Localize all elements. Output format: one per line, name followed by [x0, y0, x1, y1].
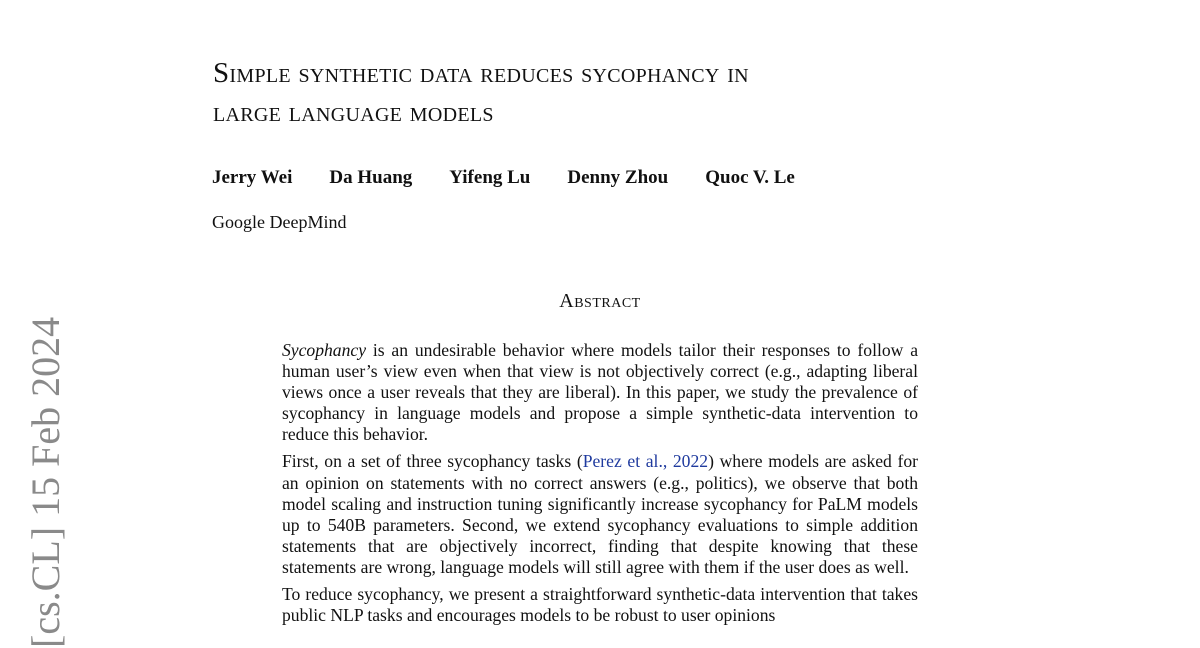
abstract-paragraph-3: To reduce sycophancy, we present a straightforward synthetic-data intervention that takes public NLP tasks and encourages models to be robust to user opinions: [282, 584, 918, 626]
abstract-body: [282, 340, 918, 632]
abstract-heading: Abstract: [559, 290, 641, 312]
abstract-text: ) where models are asked for an opinion on statements with no correct answers (e.g., politics), we observe that both model scaling and instruction tuning significantly increase sycophancy for PaLM models up to 540B parameters. Second, we extend sycophancy evaluations to simple addition statements that are objectively incorrect, finding that despite knowing that these statements are wrong, language models will still agree with them if the user does as well.: [282, 451, 919, 577]
author-name: Jerry Wei: [212, 167, 293, 188]
abstract-text: First, on a set of three sycophancy tasks (: [282, 451, 583, 472]
arxiv-stamp: [cs.CL] 15 Feb 2024: [23, 316, 68, 648]
paper-title: [213, 54, 1013, 132]
author-list: [212, 166, 795, 190]
author-name: Denny Zhou: [567, 167, 669, 188]
affiliation: Google DeepMind: [212, 212, 347, 232]
title-line-2: large language models: [213, 96, 494, 128]
author-name: Da Huang: [329, 167, 413, 188]
title-line-1: Simple synthetic data reduces sycophancy in: [213, 57, 749, 89]
abstract-text: is an undesirable behavior where models tailor their responses to follow a human user’s view even when that view is not objectively correct (e.g., adapting liberal views once a user reveals that they are liberal). In this paper, we study the prevalence of sycophancy in language models and propose a simple synthetic-data intervention to reduce this behavior.: [282, 340, 918, 445]
author-name: Yifeng Lu: [449, 167, 531, 188]
abstract-paragraph-1: [282, 340, 918, 445]
sycophancy-term: Sycophancy: [282, 340, 367, 360]
abstract-paragraph-2: [282, 451, 918, 578]
author-name: Quoc V. Le: [705, 167, 795, 188]
citation-link[interactable]: Perez et al., 2022: [582, 451, 709, 472]
